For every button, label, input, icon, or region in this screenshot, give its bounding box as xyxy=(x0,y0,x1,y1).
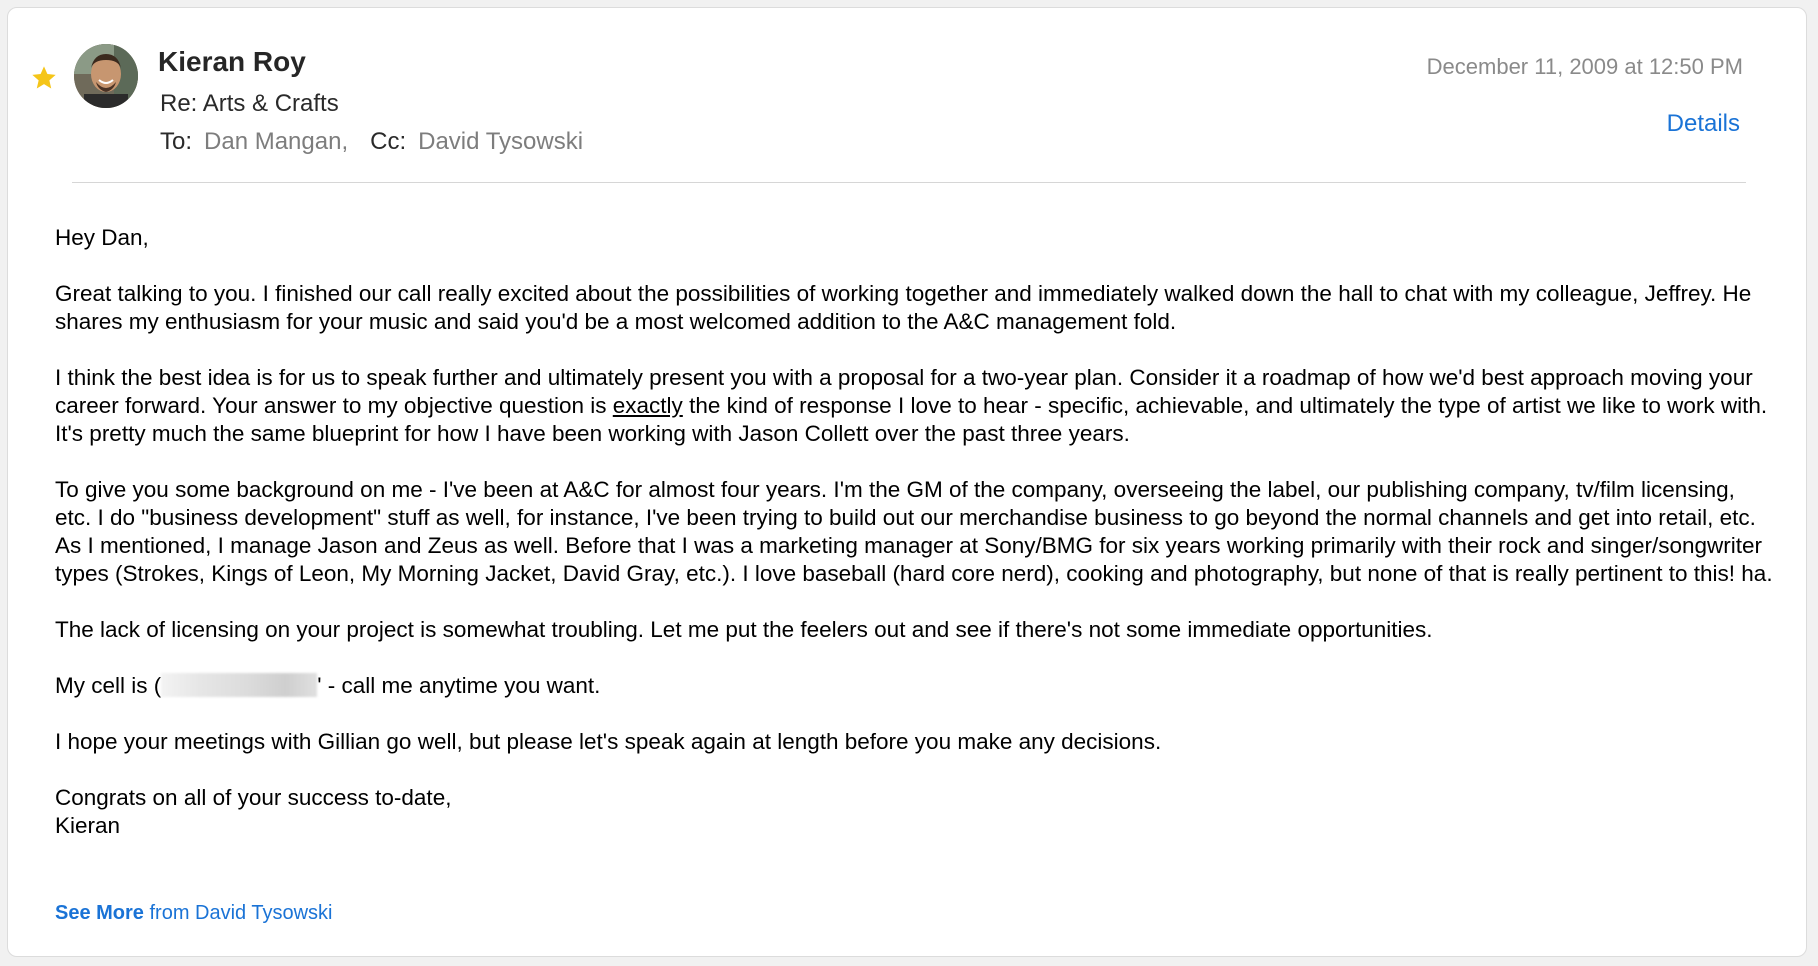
cc-label: Cc: xyxy=(370,128,407,155)
body-paragraph-6: I hope your meetings with Gillian go well, but please let's speak again at length before you make any decisions. xyxy=(55,729,1162,754)
recipients-line xyxy=(160,128,583,156)
body-paragraph-1: Great talking to you. I finished our call really excited about the possibilities of working together and immediately walked down the hall to chat with my colleague, Jeffrey. He shares my enthusiasm for your music and said you'd be a most welcomed addition to the A&C management fold. xyxy=(55,281,1752,334)
signature: Kieran xyxy=(55,813,121,838)
to-label: To: xyxy=(160,128,193,155)
avatar xyxy=(74,44,138,108)
see-more-from-text[interactable]: from David Tysowski xyxy=(143,902,333,924)
avatar-photo-icon xyxy=(74,44,138,108)
cell-text-end: ' - call me anytime you want. xyxy=(317,673,601,698)
emphasized-word: exactly xyxy=(612,393,683,418)
cc-recipient[interactable]: David Tysowski xyxy=(418,128,584,155)
email-date: December 11, 2009 at 12:50 PM xyxy=(1426,54,1743,79)
sender-name: Kieran Roy xyxy=(158,46,306,77)
cell-text-start: My cell is ( xyxy=(55,673,162,698)
header-divider xyxy=(72,182,1746,183)
paragraph-2-text-end: the kind of response I love to hear - specific, achievable, and ultimately the type of artist we like to work with. It's pretty much the same blueprint for how I have been working with Jason Collett over the past three years. xyxy=(55,393,1768,446)
body-paragraph-4: The lack of licensing on your project is somewhat troubling. Let me put the feelers out and see if there's not some immediate opportunities. xyxy=(55,617,1433,642)
body-paragraph-2 xyxy=(55,364,1775,448)
details-link[interactable]: Details xyxy=(1666,110,1740,137)
email-message-card xyxy=(7,7,1807,957)
see-more-link[interactable]: See More xyxy=(55,902,144,924)
star-icon[interactable] xyxy=(30,64,58,92)
paragraph-2-text-start: I think the best idea is for us to speak further and ultimately present you with a proposal for a two-year plan. Consider it a roadmap of how we'd best approach moving your career forward. Your answer to my objective question is xyxy=(55,365,1753,418)
email-body xyxy=(55,224,1775,868)
body-paragraph-3: To give you some background on me - I've been at A&C for almost four years. I'm the GM of the company, overseeing the label, our publishing company, tv/film licensing, etc. I do "business development" stuff as well, for instance, I've been trying to build out our merchandise business to go beyond the normal channels and get into retail, etc. As I mentioned, I manage Jason and Zeus as well. Before that I was a marketing manager at Sony/BMG for six years working primarily with their rock and singer/songwriter types (Strokes, Kings of Leon, My Morning Jacket, David Gray, etc.). I love baseball (hard core nerd), cooking and photography, but none of that is really pertinent to this! ha. xyxy=(55,477,1773,586)
to-recipient[interactable]: Dan Mangan, xyxy=(204,128,349,155)
redacted-phone-number xyxy=(161,673,317,697)
closing-line: Congrats on all of your success to-date, xyxy=(55,785,452,810)
body-paragraph-5 xyxy=(55,672,1775,700)
greeting: Hey Dan, xyxy=(55,225,149,250)
signoff xyxy=(55,784,1775,840)
email-subject: Re: Arts & Crafts xyxy=(160,90,339,117)
see-more-row xyxy=(55,902,333,925)
